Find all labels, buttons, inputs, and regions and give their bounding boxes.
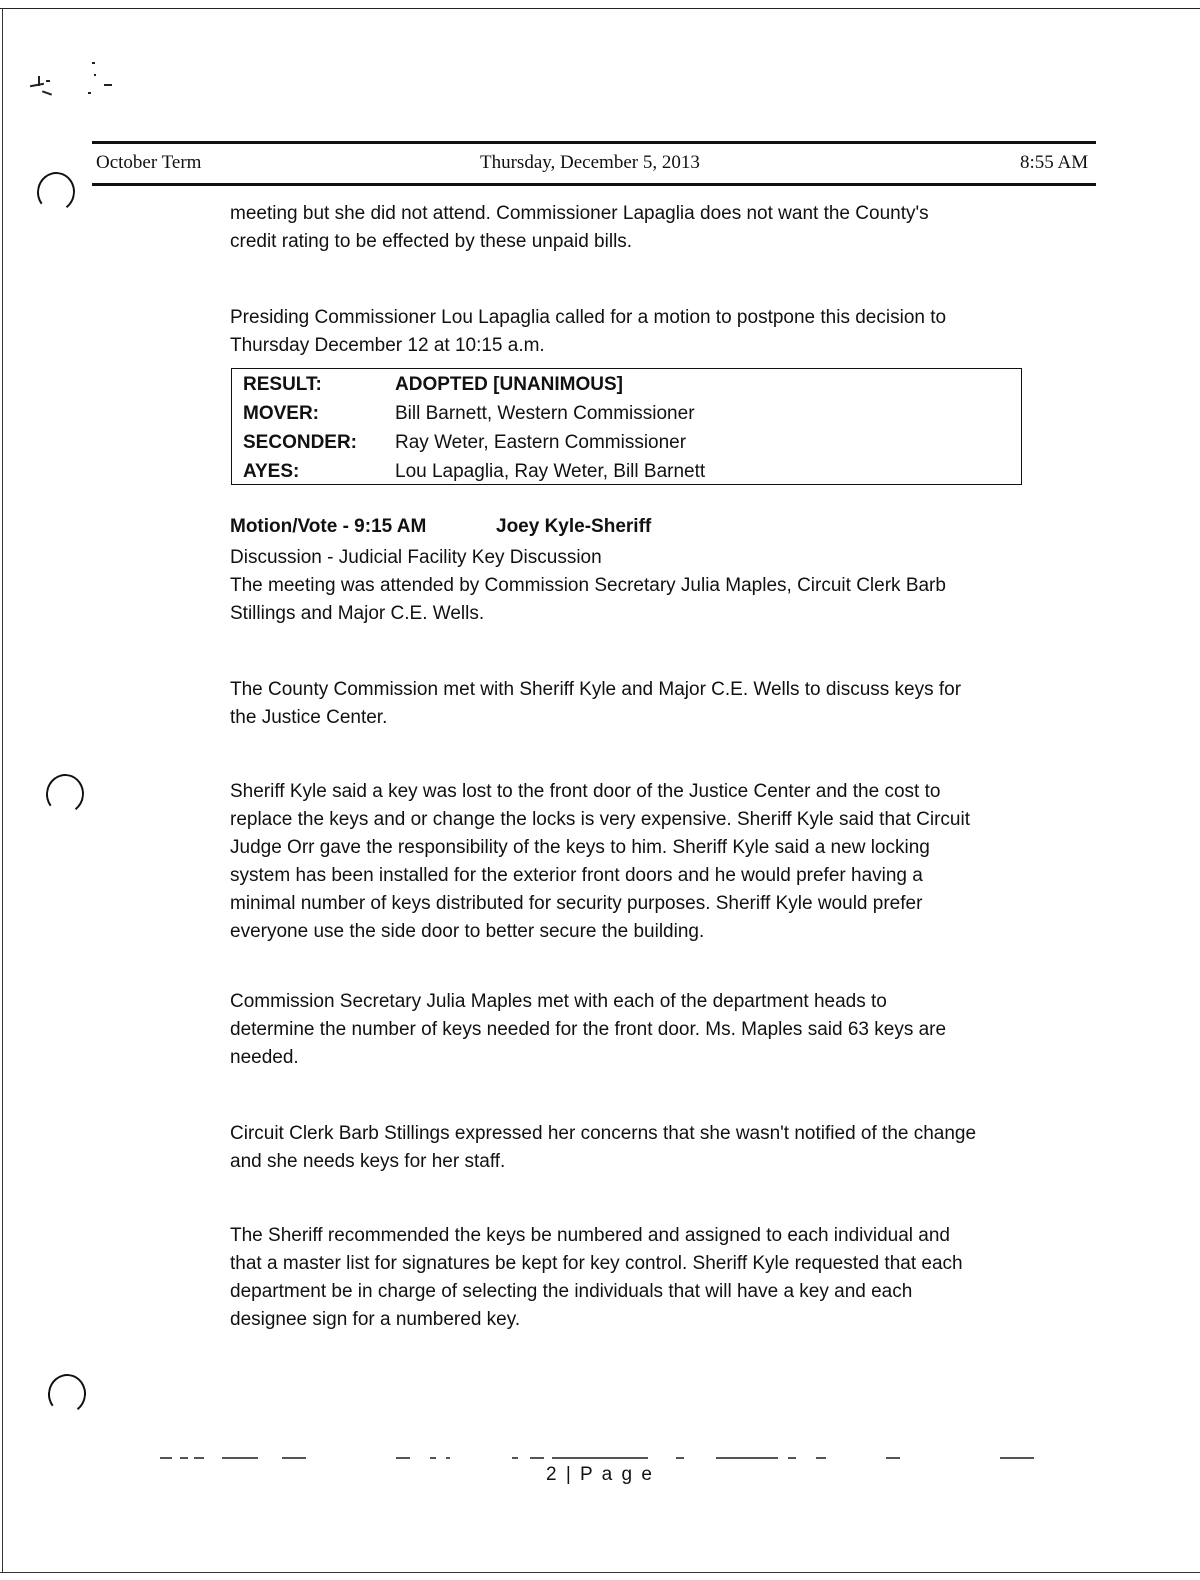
vote-row-seconder [232, 428, 1021, 457]
text-line: Judge Orr gave the responsibility of the keys to him. Sheriff Kyle said a new locking [230, 837, 930, 858]
text-line: department be in charge of selecting the individuals that will have a key and each [230, 1281, 913, 1302]
header-time: 8:55 AM [1020, 152, 1089, 173]
text-line: Presiding Commissioner Lou Lapaglia called for a motion to postpone this decision to [230, 307, 947, 328]
text-line: replace the keys and or change the locks is very expensive. Sheriff Kyle said that Circuit [230, 809, 970, 830]
page-number: 2 | P a g e [546, 1464, 654, 1485]
text-line: The Sheriff recommended the keys be numbered and assigned to each individual and [230, 1225, 950, 1246]
motion-heading: Motion/Vote - 9:15 AM [230, 516, 427, 537]
scan-edge-bottom [0, 1572, 1200, 1573]
punch-hole-top [34, 170, 77, 215]
vote-label: MOVER: [243, 403, 319, 424]
text-line: designee sign for a numbered key. [230, 1309, 521, 1330]
text-line: and she needs keys for her staff. [230, 1151, 506, 1172]
motion-details [230, 544, 1030, 628]
text-line: needed. [230, 1047, 299, 1068]
header-rule-top [92, 141, 1096, 144]
vote-result-table [231, 368, 1022, 485]
text-line: determine the number of keys needed for the front door. Ms. Maples said 63 keys are [230, 1019, 947, 1040]
text-line: Commission Secretary Julia Maples met with each of the department heads to [230, 991, 887, 1012]
scan-edge-top [0, 8, 1200, 9]
paragraph-2 [230, 778, 1030, 946]
paragraph-5 [230, 1222, 1030, 1334]
text-line: Thursday December 12 at 10:15 a.m. [230, 335, 545, 356]
vote-row-result [232, 370, 1021, 399]
paragraph-4 [230, 1120, 1030, 1176]
text-line: The County Commission met with Sheriff Kyle and Major C.E. Wells to discuss keys for [230, 679, 962, 700]
text-line: everyone use the side door to better secure the building. [230, 921, 705, 942]
footer-dashed-rule [160, 1455, 1040, 1461]
vote-mover-value: Bill Barnett, Western Commissioner [395, 403, 695, 424]
text-line: system has been installed for the exterior front doors and he would prefer having a [230, 865, 923, 886]
text-line: Sheriff Kyle said a key was lost to the front door of the Justice Center and the cost to [230, 781, 941, 802]
text-line: that a master list for signatures be kept for key control. Sheriff Kyle requested that each [230, 1253, 963, 1274]
paragraph-motion-call [230, 304, 1030, 360]
scan-edge-left [2, 8, 3, 1573]
paragraph-3 [230, 988, 1030, 1072]
vote-label: SECONDER: [243, 432, 358, 453]
vote-row-mover [232, 399, 1021, 428]
header-term: October Term [96, 152, 202, 173]
motion-presenter: Joey Kyle-Sheriff [496, 516, 652, 537]
text-line: credit rating to be effected by these unpaid bills. [230, 231, 633, 252]
vote-seconder-value: Ray Weter, Eastern Commissioner [395, 432, 687, 453]
header-rule-bottom [92, 183, 1096, 186]
discussion-line: Discussion - Judicial Facility Key Discussion [230, 547, 602, 568]
vote-row-ayes [232, 457, 1021, 486]
vote-result-value: ADOPTED [UNANIMOUS] [395, 374, 623, 395]
vote-ayes-value: Lou Lapaglia, Ray Weter, Bill Barnett [395, 461, 706, 482]
vote-label: AYES: [243, 461, 300, 482]
header-date: Thursday, December 5, 2013 [480, 152, 700, 173]
text-line: minimal number of keys distributed for security purposes. Sheriff Kyle would prefer [230, 893, 923, 914]
text-line: Stillings and Major C.E. Wells. [230, 603, 485, 624]
text-line: Circuit Clerk Barb Stillings expressed her concerns that she wasn't notified of the change [230, 1123, 977, 1144]
paragraph-1 [230, 676, 1030, 732]
text-line: the Justice Center. [230, 707, 388, 728]
vote-label: RESULT: [243, 374, 322, 395]
text-line: meeting but she did not attend. Commissioner Lapaglia does not want the County's [230, 203, 929, 224]
paragraph-intro [230, 200, 1030, 256]
punch-hole-middle [43, 772, 86, 817]
punch-hole-bottom [45, 1372, 88, 1417]
text-line: The meeting was attended by Commission Secretary Julia Maples, Circuit Clerk Barb [230, 575, 946, 596]
